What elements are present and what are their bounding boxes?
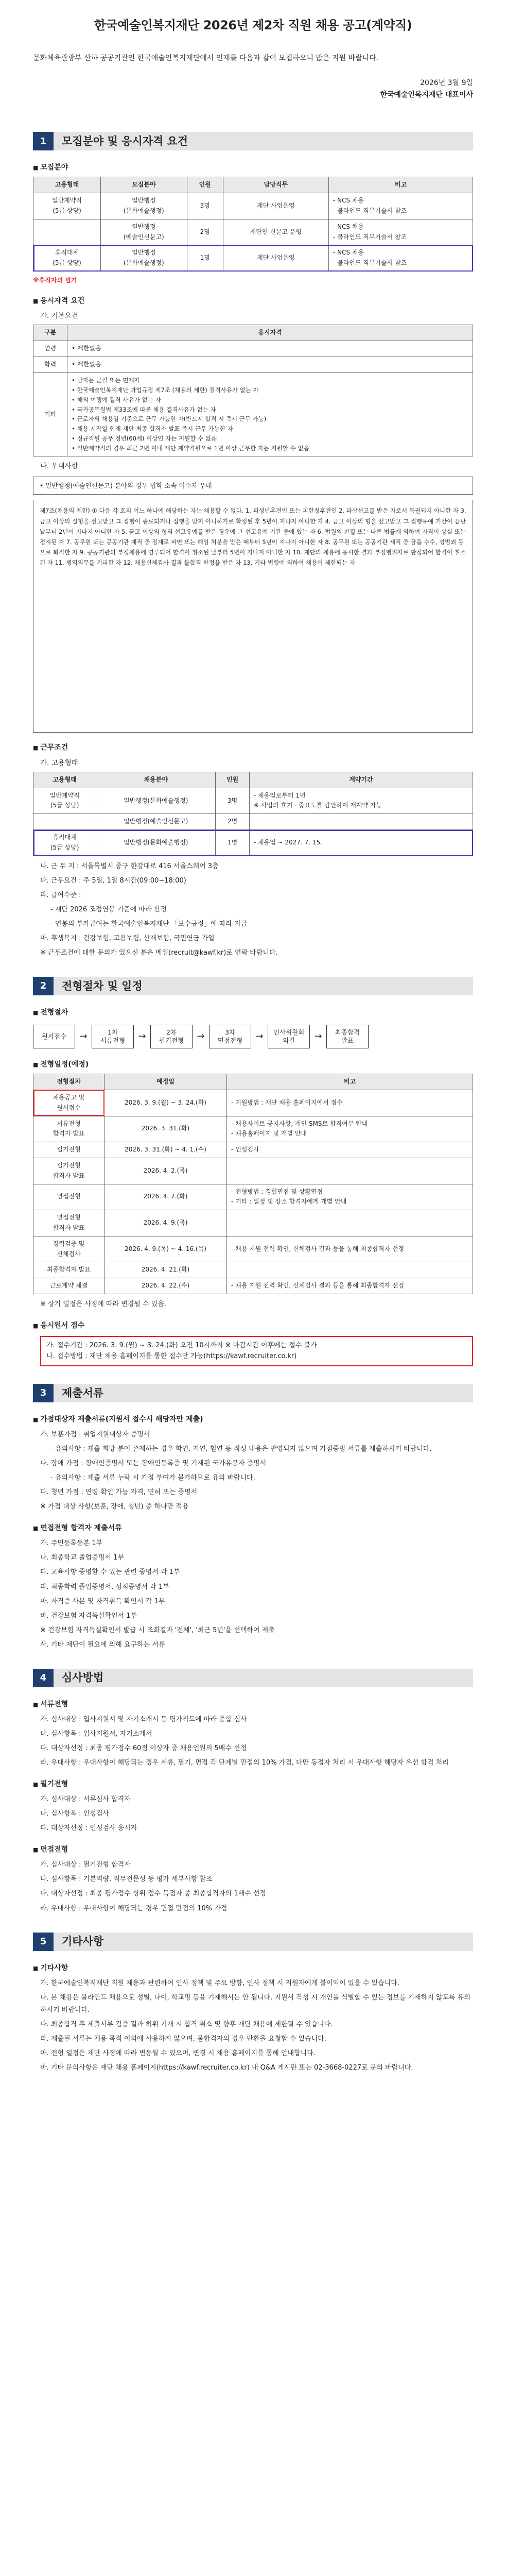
- list-item: 가. 접수기간 : 2026. 3. 9.(월) ~ 3. 24.(화) 오전 10시까지 ※ 마감시간 이후에는 접수 불가: [46, 1342, 317, 1350]
- subheading-minor: 가. 고용형태: [40, 758, 78, 767]
- process-step: 2차 필기전형: [150, 1025, 193, 1048]
- list-item: 바. 기타 문의사항은 재단 채용 홈페이지(https://kawf.recruiter.co.kr) 내 Q&A 게시판 또는 02-3668-0227로 문의 바랍니다.: [40, 2063, 413, 2072]
- table-cell: - 채용 지원 전력 확인, 신체검사 결과 등을 통해 최종합격자 선정: [227, 1236, 473, 1262]
- table-cell: 필기전형 합격자 발표: [33, 1158, 104, 1184]
- written-test-list: [33, 1793, 473, 1835]
- table-cell: 일반계약직 (5급 상당): [33, 788, 96, 814]
- list-item: 나. 심사항목 : 기본역량, 직무전문성 등 평가 세부사항 참조: [40, 1875, 213, 1884]
- section-number: 1: [33, 132, 54, 150]
- table-cell: [33, 814, 96, 830]
- application-box: [40, 1336, 473, 1366]
- list-item: 다. 최종합격 후 제출서류 검증 결과 허위 기재 시 합격 취소 및 향후 재단 채용에 제한될 수 있습니다.: [40, 2020, 333, 2028]
- recruitment-table: [33, 177, 473, 272]
- list-item: 가. 심사대상 : 입사지원서 및 자기소개서 등 평가척도에 따라 종합 심사: [40, 1715, 247, 1723]
- table-cell: • 남자는 군필 또는 면제자 • 한국예술인복지재단 과업규정 제7조 (채용의 제한) 결격사유가 없는 자 • 해외 여행에 결격 사유가 없는 자 • 국가공무원법 제33조에 따른 채용 결격사유가 없는 자 • 근로자의 채용일 기준으로 근무 가능한 자(반드시 합격 시 즉시 근무 가능) • 채용 시작일 현재 재단 최종 합격자 발표 즉시 근무 가능한 자 • 정규직원 공무 정년(60세) 이상인 자는 지원할 수 없음 • 일반계약직의 경우 최근 2년 이내 재단 계약직원으로 1년 이상 근무한 자는 지원할 수 없음: [67, 372, 473, 456]
- subheading-minor: 가. 기본요건: [40, 311, 78, 320]
- subheading: ■ 응시자격 요건: [33, 295, 473, 307]
- table-cell: 일반행정 (문화예술행정): [100, 193, 187, 219]
- table-row: [33, 193, 473, 219]
- table-header-cell: 인원: [216, 772, 250, 788]
- table-cell: 연령: [33, 341, 67, 357]
- table-cell: 면접전형: [33, 1184, 104, 1210]
- list-item: 가. 주민등록등본 1부: [40, 1539, 103, 1548]
- table-cell: 2026. 4. 9.(목) ~ 4. 16.(목): [104, 1236, 227, 1262]
- schedule-table: [33, 1074, 473, 1294]
- table-cell: • 제한없음: [67, 357, 473, 372]
- table-cell: [227, 1158, 473, 1184]
- table-cell: 면접전형 합격자 발표: [33, 1210, 104, 1236]
- subheading: ■ 면접전형: [33, 1844, 473, 1856]
- section-title: 모집분야 및 응시자격 요건: [54, 132, 473, 150]
- list-item: 나. 근 무 지 : 서울특별시 중구 한강대로 416 서울스퀘어 3층: [40, 862, 219, 870]
- list-item: 나. 심사항목 : 인성검사: [40, 1810, 109, 1818]
- table-header-cell: 담당직무: [223, 177, 328, 193]
- table-cell: - 채용일로부터 1년 ※ 사업의 효기 · 중요도를 감안하여 재계약 가능: [249, 788, 473, 814]
- table-row: [33, 219, 473, 245]
- table-row: [33, 1236, 473, 1262]
- table-cell: 일반행정 (예술인신문고): [100, 219, 187, 245]
- list-item: 라. 우대사항 : 우대사항이 해당되는 경우 면접 만점의 10% 가점: [40, 1904, 228, 1912]
- table-row: [33, 1090, 473, 1116]
- list-item: 나. 심사항목 : 입사지원서, 자기소개서: [40, 1730, 152, 1738]
- section-3-header: [33, 1384, 473, 1402]
- work-conditions: [33, 860, 473, 959]
- table-cell: 필기전형: [33, 1142, 104, 1158]
- table-cell: 2026. 3. 31.(화): [104, 1116, 227, 1142]
- table-cell: 2명: [216, 814, 250, 830]
- section-title: 제출서류: [54, 1384, 473, 1402]
- arrow-right-icon: →: [138, 1031, 146, 1042]
- table-cell: 채용공고 및 원서접수: [33, 1090, 104, 1116]
- list-item: 다. 대상자선정 : 최종 평가점수 상위 점수 득점자 중 최종합격자의 1배수 선정: [40, 1890, 266, 1898]
- section-number: 3: [33, 1384, 54, 1402]
- subheading: ■ 기타사항: [33, 1962, 473, 1974]
- list-item: 바. 건강보험 자격득실확인서 1부: [40, 1612, 137, 1620]
- table-cell: - 지원방법 : 재단 채용 홈페이지에서 접수: [227, 1090, 473, 1116]
- table-cell: 2명: [187, 219, 223, 245]
- list-item: - 재단 2026 조정연봉 기준에 따라 산정: [50, 905, 167, 913]
- table-row: [33, 341, 473, 357]
- arrow-right-icon: →: [314, 1031, 322, 1042]
- table-cell: 일반행정 (문화예술행정): [100, 245, 187, 272]
- table-row: [33, 1210, 473, 1236]
- table-header-cell: 계약기간: [249, 772, 473, 788]
- red-note: ※휴직자의 필기: [33, 277, 77, 284]
- restriction-rules-box: 제7조(채용의 제한) ① 다음 각 호의 어느 하나에 해당하는 자는 채용할 수 없다. 1. 피성년후견인 또는 피한정후견인 2. 파산선고를 받은 자로서 복권되지 아니한 자 3. 금고 이상의 실형을 선고받고 그 집행이 종료되거나 집행을 받지 아니하기로 확정된 후 5년이 지나지 아니한 자 4. 금고 이상의 형을 선고받고 그 집행유예 기간이 끝난 날부터 2년이 지나지 아니한 자 5. 금고 이상의 형의 선고유예를 받은 경우에 그 선고유예 기간 중에 있는 자 6. 법원의 판결 또는 다른 법률에 의하여 자격이 상실 또는 정지된 자 7. 공무원 또는 공공기관 재직 중 징계로 파면 또는 해임 처분을 받은 때부터 5년이 지나지 아니한 자 8. 공무원 또는 공공기관 재직 중 금품 수수, 성범죄 등으로 퇴직한 자 9. 공공기관의 부정채용에 연루되어 합격이 취소된 날부터 5년이 지나지 아니한 자 10. 재단의 채용에 응시한 결과 부정행위자로 판정되어 합격이 취소된 자 11. 병역의무를 기피한 자 12. 채용신체검사 결과 불합격 판정을 받은 자 13. 기타 법령에 의하여 채용이 제한되는 자: [33, 500, 473, 733]
- table-cell: 일반행정(예술인신문고): [96, 814, 216, 830]
- list-item: 가. 보훈가점 : 취업지원대상자 증명서: [40, 1431, 150, 1438]
- table-cell: 일반행정(문화예술행정): [96, 830, 216, 856]
- table-cell: [249, 814, 473, 830]
- table-header-cell: 고용형태: [33, 772, 96, 788]
- table-cell: 학력: [33, 357, 67, 372]
- table-header-cell: 예정일: [104, 1074, 227, 1090]
- document-review-list: [33, 1714, 473, 1769]
- table-cell: - 전형방법 : 경험면접 및 상황면접 - 기타 : 일정 및 장소 합격자에게 개별 안내: [227, 1184, 473, 1210]
- table-header-cell: 구분: [33, 325, 67, 341]
- list-item: 다. 교육사항 증명할 수 있는 관련 증명서 각 1부: [40, 1568, 180, 1577]
- intro-text: 문화체육관광부 산하 공공기관인 한국예술인복지재단에서 인재를 다음과 같이 모집하오니 많은 지원 바랍니다.: [33, 54, 379, 62]
- table-cell: 일반행정(문화예술행정): [96, 788, 216, 814]
- table-cell: - 채용일 ~ 2027. 7. 15.: [249, 830, 473, 856]
- arrow-right-icon: →: [79, 1031, 88, 1042]
- list-item: 가. 한국예술인복지재단 직원 채용과 관련하여 인사 정책 및 주요 방향, 인사 정책 시 지원자에게 불이익이 있을 수 있습니다.: [40, 1979, 399, 1987]
- list-item: 가. 심사대상 : 필기전형 합격자: [40, 1861, 131, 1869]
- subheading: ■ 가점대상자 제출서류(지원서 접수시 해당자만 제출): [33, 1414, 473, 1426]
- process-step: 원서접수: [33, 1025, 75, 1048]
- table-header-cell: 비고: [328, 177, 473, 193]
- table-cell: 휴직대체 (5급 상당): [33, 830, 96, 856]
- section-title: 심사방법: [54, 1669, 473, 1687]
- section-4-header: [33, 1669, 473, 1687]
- table-row: [33, 245, 473, 272]
- section-2-header: [33, 977, 473, 995]
- table-cell: 2026. 4. 21.(화): [104, 1262, 227, 1278]
- table-row: [33, 1184, 473, 1210]
- list-item: 다. 근무요건 : 주 5일, 1일 8시간(09:00~18:00): [40, 876, 186, 885]
- process-flow: [33, 1025, 473, 1048]
- interview-documents-list: [33, 1537, 473, 1651]
- table-cell: 2026. 4. 9.(목): [104, 1210, 227, 1236]
- list-item: 마. 자격증 사본 및 자격취득 확인서 각 1부: [40, 1597, 165, 1605]
- list-item: 마. 후생복지 : 건강보험, 고용보험, 산재보험, 국민연금 가입: [40, 934, 215, 942]
- list-item: 다. 청년 가점 : 연령 확인 가능 자격, 면허 또는 증명서: [40, 1488, 198, 1497]
- process-step: 최종합격 발표: [326, 1025, 369, 1048]
- table-cell: 근로계약 체결: [33, 1278, 104, 1294]
- schedule-note: ※ 상기 일정은 사정에 따라 변경될 수 있음.: [40, 1300, 166, 1308]
- list-item: 다. 대상자선정 : 최종 평가점수 60점 이상자 중 채용인원의 5배수 선정: [40, 1744, 247, 1752]
- table-cell: - NCS 채용 - 블라인드 직무기술서 참조: [328, 193, 473, 219]
- table-header-cell: 전형절차: [33, 1074, 104, 1090]
- preference-box: • 일반행정(예술인신문고) 분야의 경우 법학 소속 이수자 우대: [33, 477, 473, 495]
- table-row: [33, 788, 473, 814]
- list-item: 사. 기타 재단이 필요에 의해 요구하는 서류: [40, 1640, 165, 1649]
- process-step: 3차 면접전형: [209, 1025, 251, 1048]
- list-item: 나. 장애 가점 : 장애인증명서 또는 장애인등록증 및 기재된 국가유공자 증명서: [40, 1460, 267, 1468]
- subheading-minor: 나. 우대사항: [40, 462, 78, 471]
- table-cell: 3명: [187, 193, 223, 219]
- list-item: 라. 급여수준 :: [40, 891, 81, 899]
- list-item: 마. 전형 일정은 재단 사정에 따라 변동될 수 있으며, 변경 시 채용 홈페이지를 통해 안내합니다.: [40, 2049, 316, 2057]
- table-row: [33, 1158, 473, 1184]
- table-cell: - 채용사이트 공지사항, 개인 SMS로 합격여부 안내 - 채용홈페이지 및 개별 안내: [227, 1116, 473, 1142]
- list-item: - 유의사항 : 제출 희망 분이 존재하는 경우 학연, 지연, 혈연 등 적성 내용은 반영되지 않으며 가점증빙 서류를 제출하시기 바랍니다.: [50, 1445, 432, 1453]
- misc-list: [33, 1977, 473, 2074]
- subheading: ■ 전형절차: [33, 1007, 473, 1019]
- subheading: ■ 전형일정(예정): [33, 1059, 473, 1071]
- subheading: ■ 서류전형: [33, 1699, 473, 1710]
- table-row: [33, 814, 473, 830]
- table-cell: 1명: [187, 245, 223, 272]
- list-item: 다. 대상자선정 : 인성검사 응시자: [40, 1824, 137, 1833]
- table-cell: 2026. 4. 2.(목): [104, 1158, 227, 1184]
- table-cell: 서류전형 합격자 발표: [33, 1116, 104, 1142]
- section-number: 2: [33, 977, 54, 995]
- subheading: ■ 근무조건: [33, 742, 473, 754]
- table-cell: - NCS 채용 - 블라인드 직무기술서 참조: [328, 219, 473, 245]
- process-step: 인사위원회 의결: [268, 1025, 310, 1048]
- list-item: 나. 최종학교 졸업증명서 1부: [40, 1554, 124, 1562]
- process-step: 1차 서류전형: [92, 1025, 134, 1048]
- table-cell: • 제한없음: [67, 341, 473, 357]
- document: [33, 15, 473, 2076]
- subheading: ■ 필기전형: [33, 1778, 473, 1790]
- section-title: 기타사항: [54, 1933, 473, 1951]
- section-title: 전형절차 및 일정: [54, 977, 473, 995]
- table-row: [33, 1142, 473, 1158]
- table-row: [33, 830, 473, 856]
- list-item: 나. 본 채용은 블라인드 채용으로 성별, 나이, 학교명 등을 기재해서는 안 됩니다. 지원서 작성 시 개인을 식별할 수 있는 정보를 기재하지 않도록 유의하시기 바랍니다.: [40, 1993, 470, 2014]
- arrow-right-icon: →: [255, 1031, 264, 1042]
- subheading: ■ 모집분야: [33, 162, 473, 174]
- table-cell: 재단 사업운영: [223, 245, 328, 272]
- table-cell: 휴직대체 (5급 상당): [33, 245, 101, 272]
- table-header-cell: 채용분야: [96, 772, 216, 788]
- table-row: [33, 1278, 473, 1294]
- table-cell: 1명: [216, 830, 250, 856]
- table-cell: [227, 1262, 473, 1278]
- table-cell: 재단인 신문고 운영: [223, 219, 328, 245]
- table-cell: 경력검증 및 신체검사: [33, 1236, 104, 1262]
- subheading: ■ 응시원서 접수: [33, 1320, 473, 1332]
- table-cell: 기타: [33, 372, 67, 456]
- arrow-right-icon: →: [197, 1031, 205, 1042]
- subheading: ■ 면접전형 합격자 제출서류: [33, 1522, 473, 1534]
- table-cell: [33, 219, 101, 245]
- list-item: 라. 제출된 서류는 채용 목적 이외에 사용하지 않으며, 불합격자의 경우 반환을 요청할 수 있습니다.: [40, 2035, 326, 2043]
- list-item: 나. 접수방법 : 재단 채용 홈페이지를 통한 접수만 가능(https://kawf.recruiter.co.kr): [46, 1352, 297, 1361]
- list-item: 가. 심사대상 : 서류심사 합격자: [40, 1795, 131, 1804]
- table-header-cell: 인원: [187, 177, 223, 193]
- table-cell: - 인성검사: [227, 1142, 473, 1158]
- section-5-header: [33, 1933, 473, 1951]
- table-cell: 일반계약직 (5급 상당): [33, 193, 101, 219]
- table-cell: 2026. 4. 22.(수): [104, 1278, 227, 1294]
- table-header-cell: 고용형태: [33, 177, 101, 193]
- table-row: [33, 372, 473, 456]
- list-item: 라. 우대사항 : 우대사항이 해당되는 경우 서류, 필기, 면접 각 단계별 만점의 10% 가점, 다만 동점자 처리 시 우대사항 해당자 우선 합격 처리: [40, 1758, 449, 1767]
- table-cell: 최종합격자 발표: [33, 1262, 104, 1278]
- table-header-cell: 비고: [227, 1074, 473, 1090]
- table-header-cell: 응시자격: [67, 325, 473, 341]
- table-row: [33, 357, 473, 372]
- table-cell: - 채용 지원 전력 확인, 신체검사 결과 등을 통해 최종합격자 선정: [227, 1278, 473, 1294]
- table-cell: 3명: [216, 788, 250, 814]
- table-header-cell: 모집분야: [100, 177, 187, 193]
- list-item: - 유의사항 : 제출 서류 누락 시 가점 부여가 불가하므로 유의 바랍니다.: [50, 1474, 255, 1482]
- notice-date: 2026년 3월 9일: [420, 79, 473, 88]
- page-title: 한국예술인복지재단 2026년 제2차 직원 채용 공고(계약직): [94, 18, 412, 32]
- organization-name: 한국예술인복지재단 대표이사: [380, 91, 473, 99]
- employment-type-table: [33, 772, 473, 856]
- list-item: ※ 건강보험 자격득실확인서 발급 시 조회결과 '전체', '최근 5년'을 선택하여 제출: [40, 1626, 275, 1634]
- table-cell: [227, 1210, 473, 1236]
- qualification-table: [33, 325, 473, 456]
- list-item: ※ 근무조건에 대한 문의가 있으신 분은 메일(recruit@kawf.kr)로 연락 바랍니다.: [40, 948, 278, 957]
- bonus-documents-list: [33, 1429, 473, 1513]
- table-row: [33, 1262, 473, 1278]
- table-cell: 재단 사업운영: [223, 193, 328, 219]
- table-row: [33, 1116, 473, 1142]
- list-item: ※ 가점 대상 사항(보훈, 장애, 청년) 중 하나만 적용: [40, 1503, 189, 1511]
- list-item: 라. 최종학력 졸업증명서, 성적증명서 각 1부: [40, 1583, 169, 1591]
- table-cell: - NCS 채용 - 블라인드 직무기술서 참조: [328, 245, 473, 272]
- interview-list: [33, 1859, 473, 1914]
- section-1-header: [33, 132, 473, 150]
- table-cell: 2026. 3. 9.(월) ~ 3. 24.(화): [104, 1090, 227, 1116]
- list-item: - 연봉의 부가급여는 한국예술인복지재단 「보수규정」에 따라 지급: [50, 920, 247, 928]
- table-cell: 2026. 4. 7.(화): [104, 1184, 227, 1210]
- section-number: 5: [33, 1933, 54, 1951]
- section-number: 4: [33, 1669, 54, 1687]
- table-cell: 2026. 3. 31.(화) ~ 4. 1.(수): [104, 1142, 227, 1158]
